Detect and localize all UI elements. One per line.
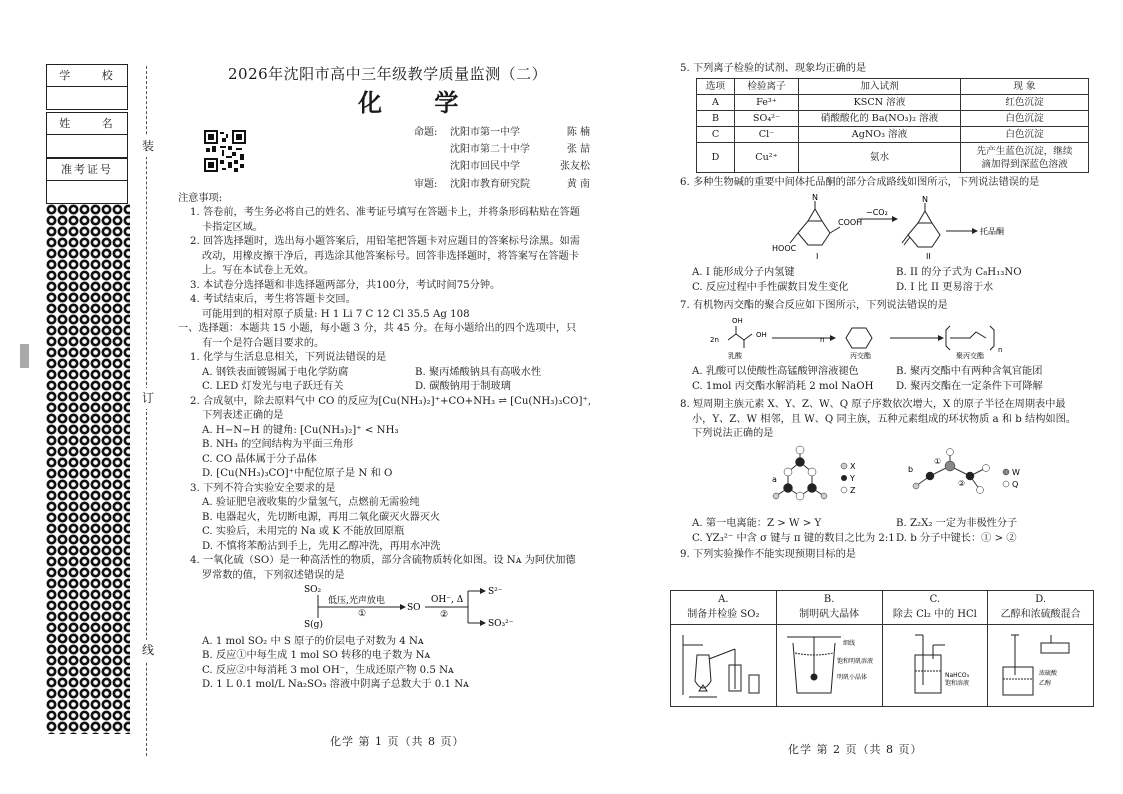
exam-no-label: 准考证号 (47, 159, 127, 181)
q8-molecule-structures (680, 442, 1100, 512)
q6-synthesis-scheme (680, 191, 1100, 261)
q5-stem: 5. 下列离子检验的试剂、现象均正确的是 (680, 63, 867, 74)
svg-text:I: I (816, 251, 819, 261)
q4-stem-cont: 罗常数的值，下列叙述错误的是 (202, 569, 345, 581)
subject-title: 化 学 (358, 88, 481, 117)
q6-options (680, 266, 1100, 280)
name-box (46, 112, 128, 158)
option[interactable]: B. 电器起火，先切断电源，再用二氧化碳灭火器灭火 (202, 511, 441, 523)
q8-options (680, 532, 1100, 546)
name-field[interactable] (47, 135, 127, 157)
option[interactable]: C. 反应②中每消耗 3 mol OH⁻，生成还原产物 0.5 Nᴀ (202, 664, 454, 676)
page-footer-left: 化学 第 1 页（共 8 页） (330, 735, 465, 748)
option[interactable]: C. 1mol 丙交酯水解消耗 2 mol NaOH (692, 380, 874, 392)
notice-line: 改动，用橡皮擦干净后，再选涂其他答案标号。回答非选择题时，将答案写在答题卡 (202, 250, 579, 262)
option[interactable]: A. H−N−H 的键角: [Cu(NH₃)₂]⁺ < NH₃ (202, 424, 399, 436)
svg-text:托品酮: 托品酮 (980, 226, 1004, 236)
table-row: C Cl⁻ AgNO₃ 溶液 白色沉淀 (697, 127, 1089, 143)
option[interactable]: A. 1 mol SO₂ 中 S 原子的价层电子对数为 4 Nᴀ (202, 635, 424, 647)
scan-mark (20, 344, 29, 368)
svg-text:饱和明矾溶液: 饱和明矾溶液 (837, 658, 874, 665)
qr-code-icon (204, 130, 246, 172)
svg-text:①: ① (358, 609, 367, 620)
q7-options (680, 365, 1100, 379)
page-footer-right: 化学 第 2 页（共 8 页） (788, 743, 923, 756)
notice-line: 1. 答卷前，考生务必将自己的姓名、准考证号填写在答题卡上，并将条形码粘贴在答题 (190, 207, 580, 219)
table-row: B SO₄²⁻ 硝酸酸化的 Ba(NO₃)₂ 溶液 白色沉淀 (697, 111, 1089, 127)
svg-text:N: N (922, 194, 928, 204)
option[interactable]: C. 反应过程中手性碳数目发生变化 (692, 281, 849, 293)
notice-line: 3. 本试卷分选择题和非选择题两部分，共100分，考试时间75分钟。 (190, 279, 501, 291)
table-row (671, 625, 1094, 707)
option[interactable]: C. LED 灯发光与电子跃迁有关 (202, 381, 344, 393)
svg-text:n: n (820, 335, 825, 344)
option[interactable]: A. 钢铁表面镀锡属于电化学防腐 (202, 366, 349, 378)
right-page-body (680, 62, 1100, 563)
binding-char-2: 订 (142, 388, 154, 409)
svg-text:II: II (926, 251, 931, 261)
q3-stem: 3. 下列不符合实验安全要求的是 (190, 482, 336, 494)
atomic-mass-line: 可能用到的相对原子质量: H 1 Li 7 C 12 Cl 35.5 Ag 108 (202, 308, 470, 320)
option[interactable]: B. NH₃ 的空间结构为平面三角形 (202, 439, 354, 451)
exam-no-box (46, 158, 128, 204)
svg-text:OH⁻, Δ: OH⁻, Δ (431, 595, 464, 606)
svg-text:NaHCO₃: NaHCO₃ (944, 672, 969, 679)
author-row: 沈阳市第二十中学 张 喆 (450, 144, 590, 156)
option[interactable]: D. I 比 II 更易溶于水 (896, 281, 994, 293)
binding-char-1: 装 (142, 136, 154, 157)
apparatus-d-icon (991, 625, 1091, 701)
school-box (46, 64, 128, 110)
q4-stem: 4. 一氧化硫（SO）是一种高活性的物质，部分含硫物质转化如图。设 Nᴀ 为阿伏加德 (190, 555, 576, 567)
option[interactable]: D. [Cu(NH₃)₃CO]⁺中配位原子是 N 和 O (202, 468, 393, 480)
q6-options (680, 281, 1100, 295)
svg-text:饱和溶液: 饱和溶液 (944, 680, 969, 687)
q4-reaction-scheme (178, 583, 608, 629)
option[interactable]: D. 1 L 0.1 mol/L Na₂SO₃ 溶液中阴离子总数大于 0.1 Nᴀ (202, 679, 469, 691)
multiline-cell: 先产生蓝色沉淀，继续 滴加得到深蓝色溶液 (961, 143, 1089, 173)
svg-text:SO: SO (407, 603, 421, 614)
option[interactable]: A. 验证肥皂液收集的少量氢气，点燃前无需验纯 (202, 497, 420, 509)
svg-text:Q: Q (1012, 479, 1019, 489)
table-row: A Fe³⁺ KSCN 溶液 红色沉淀 (697, 95, 1089, 111)
option[interactable]: B. 反应①中每生成 1 mol SO 转移的电子数为 Nᴀ (202, 650, 431, 662)
q2-stem-cont: 下列表述正确的是 (202, 410, 284, 422)
apparatus-a-icon (673, 625, 773, 701)
option[interactable]: B. 聚丙烯酸钠具有高吸水性 (415, 366, 542, 378)
notice-heading: 注意事项: (178, 193, 223, 204)
svg-text:OH: OH (756, 330, 767, 339)
q1-stem: 1. 化学与生活息息相关，下列说法错误的是 (190, 352, 387, 364)
svg-text:S²⁻: S²⁻ (488, 587, 503, 598)
notice-line: 上。写在本试卷上无效。 (202, 265, 315, 277)
notice-line: 2. 回答选择题时，选出每小题答案后，用铅笔把答题卡对应题目的答案标号涂黑。如需 (190, 236, 580, 248)
svg-text:细线: 细线 (843, 640, 856, 647)
q7-stem: 7. 有机物丙交酯的聚合反应如下图所示，下列说法错误的是 (680, 300, 948, 312)
svg-text:Y: Y (850, 473, 855, 483)
svg-text:低压,光声放电: 低压,光声放电 (328, 596, 385, 607)
barcode-pattern-area (46, 204, 130, 734)
author-row: 命题: 沈阳市第一中学 陈 楠 (414, 127, 590, 138)
option[interactable]: C. CO 晶体属于分子晶体 (202, 453, 317, 465)
exam-no-field[interactable] (47, 181, 127, 203)
q9-stem: 9. 下列实验操作不能实现预期目标的是 (680, 549, 856, 561)
q1-options (178, 366, 628, 380)
apparatus-c-icon (885, 625, 985, 701)
svg-text:乳酸: 乳酸 (728, 351, 742, 360)
option[interactable]: B. Z₂X₂ 一定为非极性分子 (896, 518, 1018, 530)
notice-line: 卡指定区域。 (202, 221, 264, 233)
notice-line: 4. 考试结束后，考生将答题卡交回。 (190, 294, 356, 306)
q9-table (670, 590, 1094, 707)
svg-text:丙交酯: 丙交酯 (850, 351, 871, 360)
svg-text:②: ② (958, 478, 966, 488)
apparatus-b-icon (779, 625, 879, 701)
svg-text:b: b (908, 464, 914, 474)
q7-options (680, 380, 1100, 394)
author-row: 沈阳市回民中学 张友松 (450, 161, 590, 173)
q8-stem: 8. 短周期主族元素 X、Y、Z、W、Q 原子序数依次增大，X 的原子半径在周期表中最 (680, 399, 1066, 411)
svg-text:Z: Z (850, 485, 856, 495)
name-label: 姓 名 (47, 113, 127, 135)
svg-text:HOOC: HOOC (772, 243, 797, 253)
svg-text:N: N (812, 192, 818, 202)
svg-text:聚丙交酯: 聚丙交酯 (956, 351, 984, 360)
q7-polymerization-scheme (680, 314, 1100, 360)
svg-text:②: ② (440, 610, 449, 621)
option[interactable]: A. I 能形成分子内氢键 (692, 267, 795, 279)
option[interactable]: D. 碳酸钠用于制玻璃 (415, 381, 511, 393)
authors-block (414, 124, 590, 193)
option[interactable]: B. 聚丙交酯中有两种含氧官能团 (896, 366, 1043, 378)
author-row: 审题: 沈阳市教育研究院 黄 南 (414, 178, 590, 190)
svg-text:W: W (1012, 467, 1020, 477)
svg-text:SO₃²⁻: SO₃²⁻ (488, 619, 514, 630)
table-header: 选项 检验离子 加入试剂 现 象 (697, 79, 1089, 95)
table-row: A. 制备并检验 SO₂ B. 制明矾大晶体 C. 除去 Cl₂ 中的 HCl D. 乙醇和浓硫酸混合 (671, 591, 1094, 625)
school-label: 学 校 (47, 65, 127, 87)
q8-stem-cont: 下列说法正确的是 (692, 428, 774, 440)
q5-table (696, 78, 1089, 173)
option[interactable]: B. II 的分子式为 C₈H₁₃NO (896, 267, 1022, 279)
svg-text:X: X (850, 461, 856, 471)
school-field[interactable] (47, 87, 127, 109)
svg-text:①: ① (934, 456, 942, 466)
option[interactable]: A. 乳酸可以使酸性高锰酸钾溶液褪色 (692, 366, 859, 378)
svg-text:S(g): S(g) (304, 620, 323, 630)
q1-options (178, 380, 628, 394)
svg-text:SO₂: SO₂ (304, 585, 322, 596)
q8-stem-cont: 小，Y、Z、W 相邻，且 W、Q 同主族，五种元素组成的环状物质 a 和 b 结构如图。 (692, 413, 1076, 425)
option[interactable]: D. 聚丙交酯在一定条件下可降解 (896, 380, 1043, 392)
exam-title: 2026年沈阳市高中三年级教学质量监测（二） (228, 65, 548, 83)
binding-char-3: 线 (142, 640, 154, 661)
svg-text:−CO₂: −CO₂ (866, 207, 888, 217)
table-row: D Cu²⁺ 氨水 先产生蓝色沉淀，继续 滴加得到深蓝色溶液 (697, 143, 1089, 173)
svg-text:a: a (772, 474, 777, 484)
q2-stem: 2. 合成氨中，除去原料气中 CO 的反应为[Cu(NH₃)₂]⁺+CO+NH₃ ⇌ [Cu(NH₃)₃CO]⁺, (190, 395, 592, 407)
svg-text:明矾小晶体: 明矾小晶体 (837, 674, 868, 681)
svg-text:OH: OH (732, 316, 743, 325)
svg-text:COOH: COOH (838, 217, 863, 227)
option[interactable]: A. 第一电离能：Z > W > Y (692, 518, 822, 530)
section-heading: 一、选择题：本题共 15 小题，每小题 3 分，共 45 分。在每小题给出的四个选项中，只 (178, 323, 577, 335)
svg-text:2n: 2n (710, 335, 719, 344)
svg-text:n: n (998, 345, 1003, 354)
option[interactable]: D. 不慎将苯酚沾到手上，先用乙醇冲洗，再用水冲洗 (202, 540, 441, 552)
option[interactable]: C. 实验后，未用完的 Na 或 K 不能放回原瓶 (202, 526, 405, 538)
section-heading-cont: 有一个是符合题目要求的。 (202, 337, 325, 349)
svg-text:乙醇: 乙醇 (1038, 680, 1051, 687)
option[interactable]: C. YZ₃²⁻ 中含 σ 键与 π 键的数目之比为 2:1 (692, 532, 895, 544)
left-page-body (178, 192, 628, 693)
q6-stem: 6. 多种生物碱的重要中间体托品酮的部分合成路线如图所示，下列说法错误的是 (680, 177, 1040, 189)
option[interactable]: D. b 分子中键长：① > ② (896, 532, 1017, 544)
svg-text:浓硫酸: 浓硫酸 (1038, 670, 1057, 677)
q8-options (680, 517, 1100, 531)
